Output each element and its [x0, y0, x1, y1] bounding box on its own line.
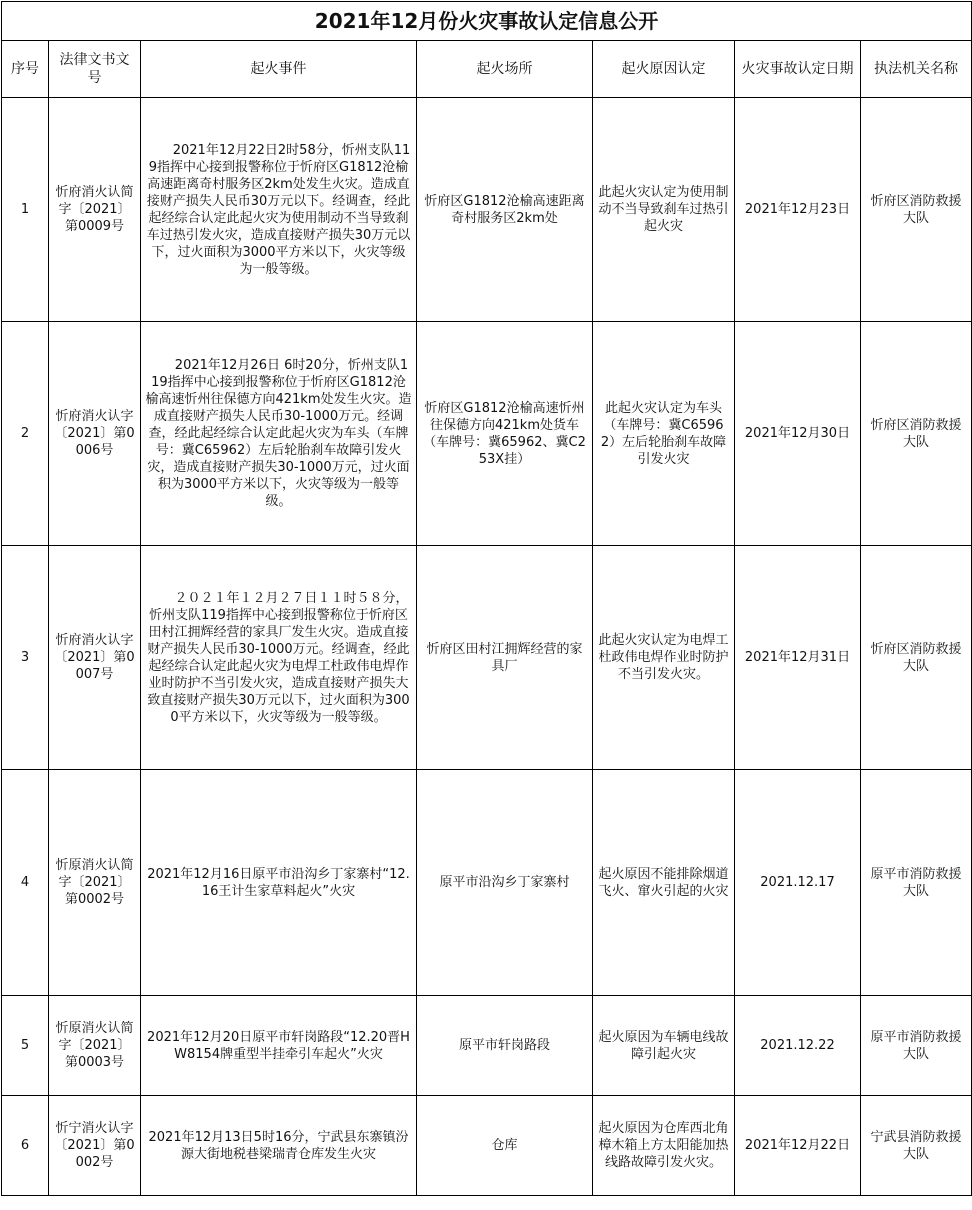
row-fire-event: 2021年12月22日2时58分，忻州支队119指挥中心接到报警称位于忻府区G1812沧榆高速距离奇村服务区2km处发生火灾。造成直接财产损失人民币30万元以下。经调查，经此起经综合认定此起火灾为使用制动不当导致刹车过热引发火灾，造成直接财产损失30万元以下，过火面积为3000平方米以下，火灾等级为一般等级。 — [141, 98, 417, 322]
row-fire-cause: 此起火灾认定为电焊工杜政伟电焊作业时防护不当引发火灾。 — [593, 546, 735, 770]
row-determination-date: 2021.12.17 — [735, 770, 861, 996]
row-fire-cause: 此起火灾认定为使用制动不当导致刹车过热引起火灾 — [593, 98, 735, 322]
row-no: 2 — [2, 322, 49, 546]
row-fire-event: ２０２１年１２月２７日１１时５８分，忻州支队119指挥中心接到报警称位于忻府区田村江拥辉经营的家具厂发生火灾。造成直接财产损失人民币30-1000万元。经调查，经此起经综合认定此起火灾为电焊工杜政伟电焊作业时防护不当引发火灾，造成直接财产损失大致直接财产损失30万元以下，过火面积为3000平方米以下，火灾等级为一般等级。 — [141, 546, 417, 770]
row-determination-date: 2021年12月23日 — [735, 98, 861, 322]
row-doc-number: 忻府消火认简字〔2021〕第0009号 — [49, 98, 141, 322]
row-fire-event: 2021年12月13日5时16分，宁武县东寨镇汾源大街地税巷梁瑞青仓库发生火灾 — [141, 1096, 417, 1196]
table-row — [2, 322, 972, 546]
row-agency: 原平市消防救援大队 — [861, 996, 972, 1096]
fire-report-table — [1, 1, 972, 1196]
header-fire-event: 起火事件 — [141, 41, 417, 98]
header-determination-date: 火灾事故认定日期 — [735, 41, 861, 98]
row-fire-place: 忻府区G1812沧榆高速距离奇村服务区2km处 — [417, 98, 593, 322]
row-determination-date: 2021年12月30日 — [735, 322, 861, 546]
row-agency: 宁武县消防救援大队 — [861, 1096, 972, 1196]
row-fire-place: 原平市沿沟乡丁家寨村 — [417, 770, 593, 996]
row-agency: 原平市消防救援大队 — [861, 770, 972, 996]
row-fire-place: 忻府区田村江拥辉经营的家具厂 — [417, 546, 593, 770]
row-agency: 忻府区消防救援大队 — [861, 546, 972, 770]
row-fire-cause: 此起火灾认定为车头（车牌号：冀C65962）左后轮胎刹车故障引发火灾 — [593, 322, 735, 546]
row-agency: 忻府区消防救援大队 — [861, 98, 972, 322]
row-doc-number: 忻府消火认字〔2021〕第0007号 — [49, 546, 141, 770]
row-no: 5 — [2, 996, 49, 1096]
row-fire-cause: 起火原因不能排除烟道飞火、窜火引起的火灾 — [593, 770, 735, 996]
header-no: 序号 — [2, 41, 49, 98]
table-row — [2, 98, 972, 322]
row-determination-date: 2021.12.22 — [735, 996, 861, 1096]
row-fire-event: 2021年12月26日 6时20分，忻州支队119指挥中心接到报警称位于忻府区G1812沧榆高速忻州往保德方向421km处发生火灾。造成直接财产损失人民币30-1000万元。经调查，经此起经综合认定此起火灾为车头（车牌号：冀C65962）左后轮胎刹车故障引发火灾，造成直接财产损失30-1000万元，过火面积为3000平方米以下，火灾等级为一般等级。 — [141, 322, 417, 546]
page-title: 2021年12月份火灾事故认定信息公开 — [2, 2, 972, 41]
header-agency: 执法机关名称 — [861, 41, 972, 98]
table-header-row — [2, 41, 972, 98]
row-doc-number: 忻府消火认字〔2021〕第0006号 — [49, 322, 141, 546]
row-fire-place: 原平市轩岗路段 — [417, 996, 593, 1096]
row-no: 3 — [2, 546, 49, 770]
row-fire-event: 2021年12月20日原平市轩岗路段“12.20晋HW8154牌重型半挂牵引车起火”火灾 — [141, 996, 417, 1096]
row-fire-place: 仓库 — [417, 1096, 593, 1196]
row-doc-number: 忻原消火认简字〔2021〕第0002号 — [49, 770, 141, 996]
header-doc-number: 法律文书文号 — [49, 41, 141, 98]
row-fire-event: 2021年12月16日原平市沿沟乡丁家寨村“12.16王计生家草料起火”火灾 — [141, 770, 417, 996]
row-fire-cause: 起火原因为仓库西北角樟木箱上方太阳能加热线路故障引发火灾。 — [593, 1096, 735, 1196]
table-row — [2, 770, 972, 996]
row-determination-date: 2021年12月31日 — [735, 546, 861, 770]
table-row — [2, 996, 972, 1096]
table-row — [2, 1096, 972, 1196]
row-no: 1 — [2, 98, 49, 322]
table-row — [2, 546, 972, 770]
row-determination-date: 2021年12月22日 — [735, 1096, 861, 1196]
row-doc-number: 忻宁消火认字〔2021〕第0002号 — [49, 1096, 141, 1196]
row-no: 6 — [2, 1096, 49, 1196]
row-agency: 忻府区消防救援大队 — [861, 322, 972, 546]
row-fire-cause: 起火原因为车辆电线故障引起火灾 — [593, 996, 735, 1096]
row-doc-number: 忻原消火认简字〔2021〕第0003号 — [49, 996, 141, 1096]
row-fire-place: 忻府区G1812沧榆高速忻州往保德方向421km处货车（车牌号：冀65962、冀C253X挂） — [417, 322, 593, 546]
header-fire-place: 起火场所 — [417, 41, 593, 98]
header-fire-cause: 起火原因认定 — [593, 41, 735, 98]
row-no: 4 — [2, 770, 49, 996]
